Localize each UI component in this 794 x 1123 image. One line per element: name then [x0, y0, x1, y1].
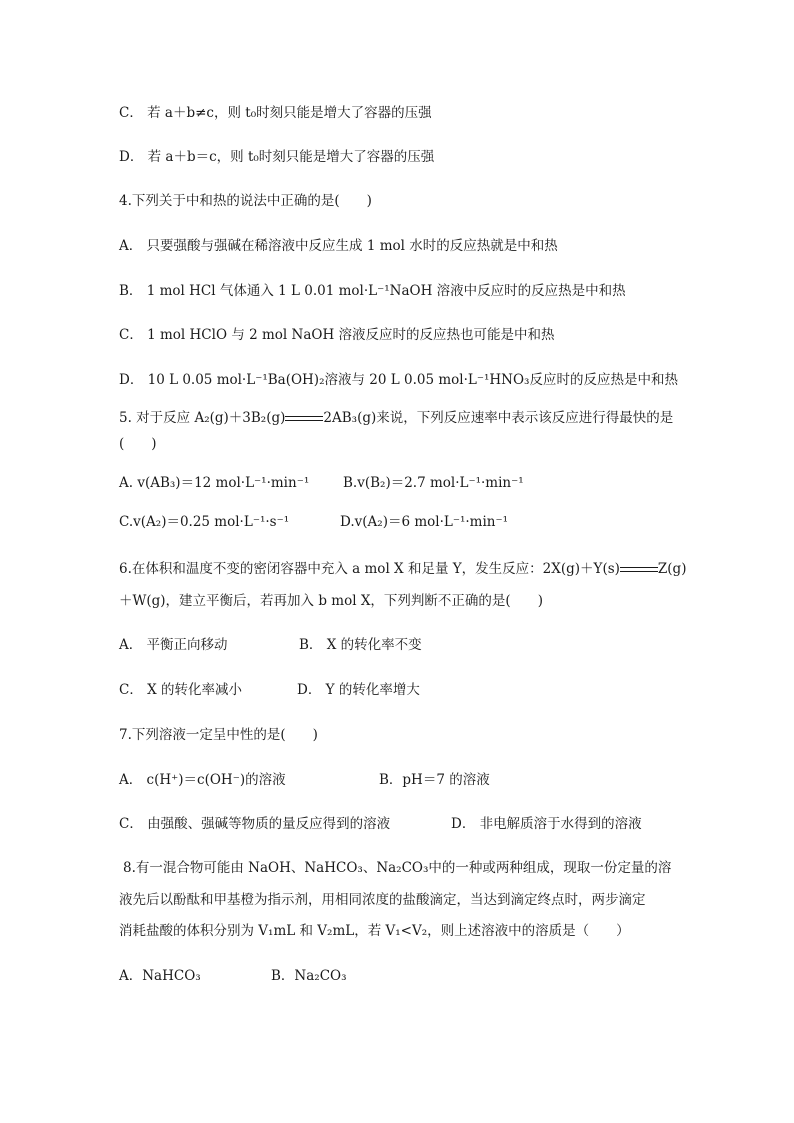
- q8-option-b: B．Na₂CO₃: [271, 968, 347, 984]
- q6-stem-end: Z(g): [657, 561, 687, 577]
- q6-option-d: D． Y 的转化率增大: [297, 682, 420, 698]
- q8-option-a: A．NaHCO₃: [119, 968, 201, 984]
- equilibrium-arrow-icon: [285, 414, 323, 424]
- q8-stem-line-1: 8.有一混合物可能由 NaOH、NaHCO₃、Na₂CO₃中的一种或两种组成，现取一份定量的溶: [123, 860, 672, 876]
- q5-option-a: A. v(AB₃)＝12 mol·L⁻¹·min⁻¹: [119, 475, 310, 491]
- q7-option-b: B．pH＝7 的溶液: [379, 772, 490, 788]
- q5-stem-start: 5. 对于反应 A₂(g)＋3B₂(g): [119, 410, 286, 426]
- q5-stem-end: 2AB₃(g)来说，下列反应速率中表示该反应进行得最快的是: [323, 410, 674, 426]
- q4-option-c: C． 1 mol HClO 与 2 mol NaOH 溶液反应时的反应热也可能是中和热: [119, 327, 555, 343]
- q6-option-b: B． X 的转化率不变: [299, 637, 422, 653]
- q6-stem-line-2: ＋W(g)，建立平衡后，若再加入 b mol X，下列判断不正确的是( ): [119, 593, 543, 609]
- q6-stem-line-1: [119, 560, 686, 578]
- q8-stem-line-3: 消耗盐酸的体积分别为 V₁mL 和 V₂mL，若 V₁<V₂，则上述溶液中的溶质是（ ）: [119, 923, 630, 939]
- q3-option-c: C． 若 a＋b≠c，则 t₀时刻只能是增大了容器的压强: [119, 105, 432, 121]
- q8-stem-line-2: 液先后以酚酞和甲基橙为指示剂，用相同浓度的盐酸滴定，当达到滴定终点时，两步滴定: [119, 892, 646, 908]
- q5-paren: ( ): [119, 436, 157, 452]
- q4-option-b: B． 1 mol HCl 气体通入 1 L 0.01 mol·L⁻¹NaOH 溶液中反应时的反应热是中和热: [119, 283, 626, 299]
- q5-option-b: B.v(B₂)＝2.7 mol·L⁻¹·min⁻¹: [343, 475, 524, 491]
- q3-option-d: D． 若 a＋b＝c，则 t₀时刻只能是增大了容器的压强: [119, 149, 435, 165]
- q7-option-a: A． c(H⁺)＝c(OH⁻)的溶液: [119, 772, 286, 788]
- q5-option-c: C.v(A₂)＝0.25 mol·L⁻¹·s⁻¹: [119, 514, 290, 530]
- q7-stem: 7.下列溶液一定呈中性的是( ): [119, 727, 318, 743]
- q7-option-c: C． 由强酸、强碱等物质的量反应得到的溶液: [119, 816, 391, 832]
- q4-option-a: A． 只要强酸与强碱在稀溶液中反应生成 1 mol 水时的反应热就是中和热: [119, 238, 558, 254]
- q5-stem: [119, 409, 673, 427]
- q6-stem-start: 6.在体积和温度不变的密闭容器中充入 a mol X 和足量 Y，发生反应：2X(g)＋Y(s): [119, 561, 620, 577]
- q4-stem: 4.下列关于中和热的说法中正确的是( ): [119, 193, 372, 209]
- equilibrium-arrow-icon: [620, 565, 658, 575]
- q5-option-d: D.v(A₂)＝6 mol·L⁻¹·min⁻¹: [340, 514, 509, 530]
- q4-option-d: D． 10 L 0.05 mol·L⁻¹Ba(OH)₂溶液与 20 L 0.05 mol·L⁻¹HNO₃反应时的反应热是中和热: [119, 372, 678, 388]
- q7-option-d: D． 非电解质溶于水得到的溶液: [451, 816, 642, 832]
- q6-option-c: C． X 的转化率减小: [119, 682, 243, 698]
- q6-option-a: A． 平衡正向移动: [119, 637, 228, 653]
